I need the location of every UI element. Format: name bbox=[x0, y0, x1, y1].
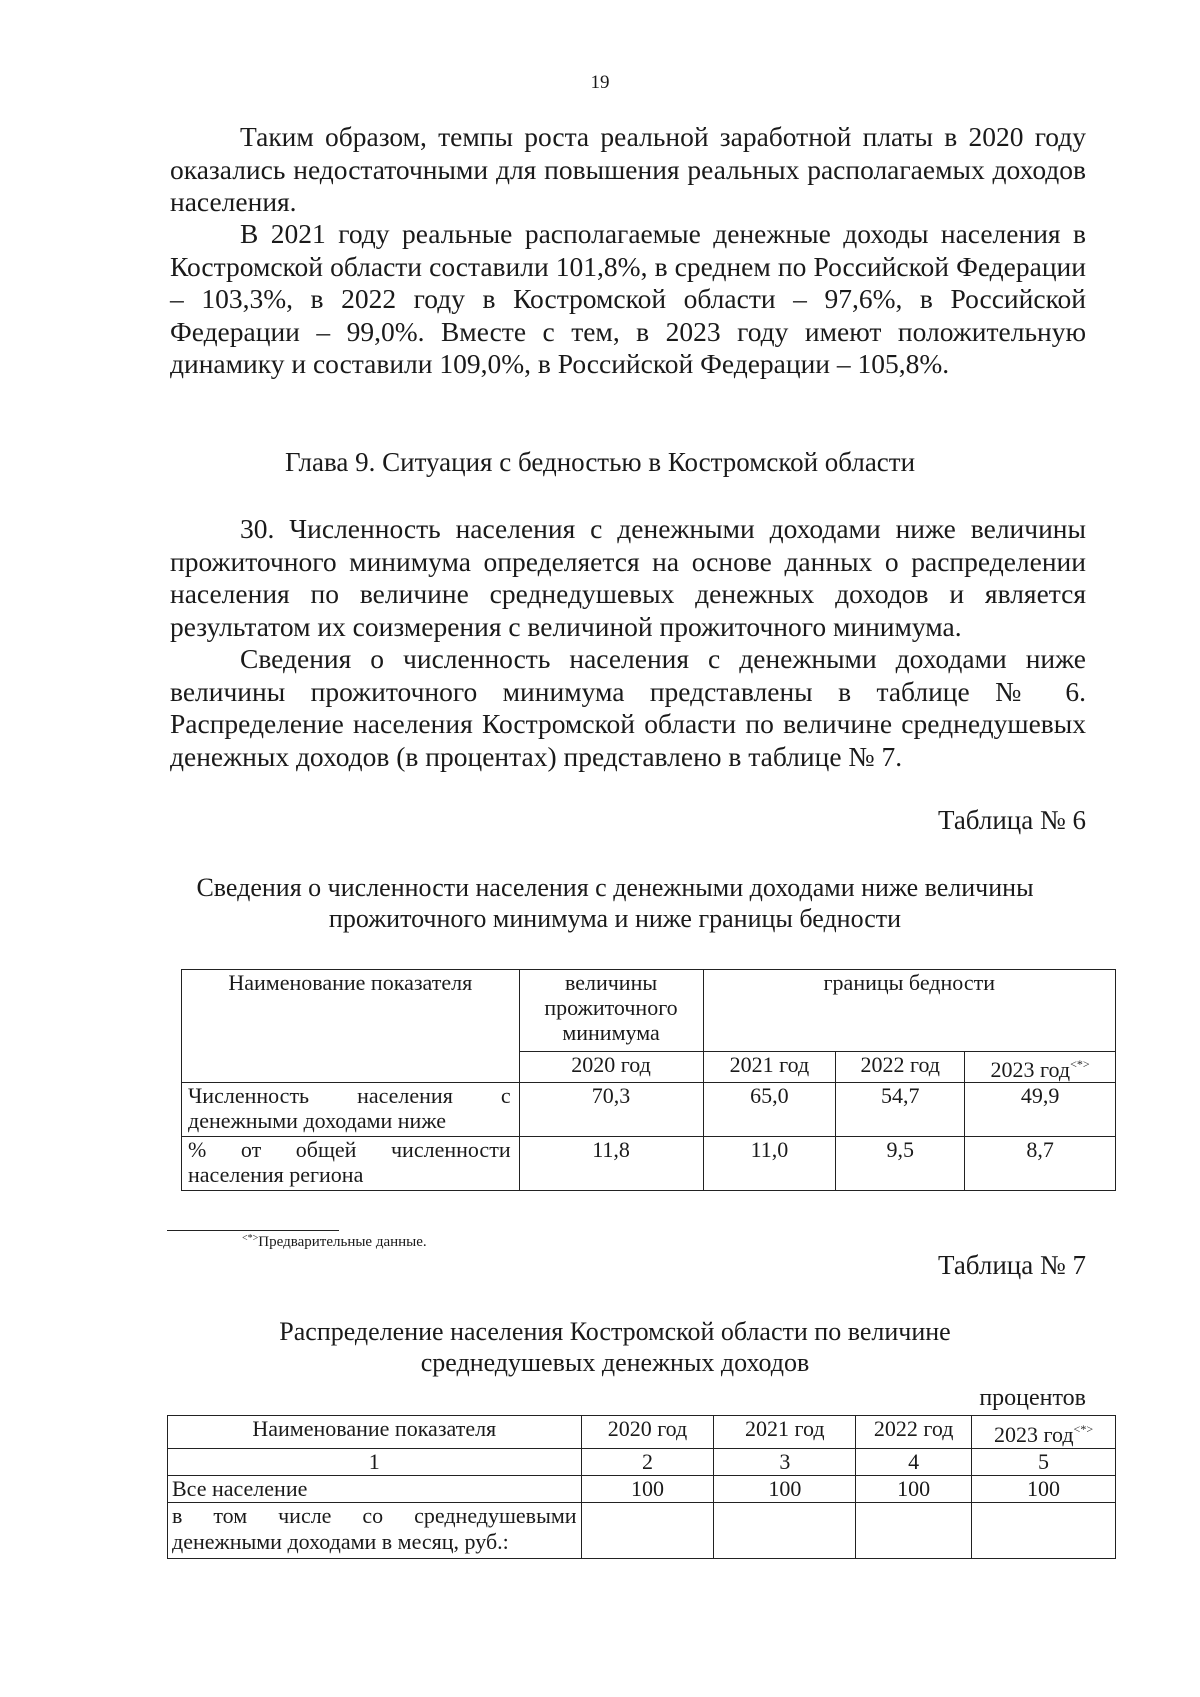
table7-row2-value-2020 bbox=[581, 1503, 714, 1559]
table7-row2-value-2023 bbox=[972, 1503, 1116, 1559]
table6-row2-label: % от общей численности населения региона bbox=[182, 1137, 520, 1191]
table7-year-2020: 2020 год bbox=[581, 1416, 714, 1449]
table7-row2-label: в том числе со среднедушевыми денежными доходами в месяц, руб.: bbox=[168, 1503, 582, 1559]
table7-title bbox=[150, 1316, 1080, 1378]
table7-year-2023 bbox=[972, 1416, 1116, 1449]
table6-year-2021: 2021 год bbox=[703, 1052, 836, 1083]
paragraph-1: Таким образом, темпы роста реальной заработной платы в 2020 году оказались недостаточными для повышения реальных располагаемых доходов населения. bbox=[170, 121, 1086, 217]
table6-label: Таблица № 6 bbox=[938, 805, 1086, 835]
table7-row1-label: Все население bbox=[168, 1476, 582, 1503]
paragraph-2: В 2021 году реальные располагаемые денежные доходы населения в Костромской области составили 101,8%, в среднем по Российской Федерации – 103,3%, в 2022 году в Костромской области – 97,6%, в Российской Федерации – 99,0%. Вместе с тем, в 2023 году имеют положительную динамику и составили 109,0%, в Российской Федерации – 105,8%. bbox=[170, 218, 1086, 379]
table6-row1-label: Численность населения с денежными доходами ниже bbox=[182, 1083, 520, 1137]
table-row bbox=[182, 1137, 1116, 1191]
table-row bbox=[168, 1476, 1116, 1503]
table7-row1-value-2023: 100 bbox=[972, 1476, 1116, 1503]
table6-year-2023-mark: <*> bbox=[1070, 1057, 1090, 1071]
table7-row1-value-2021: 100 bbox=[714, 1476, 856, 1503]
table6-year-2022: 2022 год bbox=[836, 1052, 965, 1083]
table7-title-line1: Распределение населения Костромской области по величине bbox=[279, 1317, 951, 1346]
table6-title bbox=[150, 872, 1080, 934]
table7-colnum-3: 3 bbox=[714, 1449, 856, 1476]
table6-header-name: Наименование показателя bbox=[182, 970, 520, 1083]
table6-row2-value-2023: 8,7 bbox=[965, 1137, 1116, 1191]
table7-year-2022: 2022 год bbox=[856, 1416, 972, 1449]
table7-row1-value-2020: 100 bbox=[581, 1476, 714, 1503]
table6-year-2020: 2020 год bbox=[519, 1052, 703, 1083]
table6-header-poverty: границы бедности bbox=[703, 970, 1116, 1052]
table7-row2-value-2022 bbox=[856, 1503, 972, 1559]
table6-year-2023 bbox=[965, 1052, 1116, 1083]
table7-year-2021: 2021 год bbox=[714, 1416, 856, 1449]
table6-title-line1: Сведения о численности населения с денежными доходами ниже величины bbox=[196, 873, 1034, 902]
chapter-heading: Глава 9. Ситуация с бедностью в Костромской области bbox=[284, 447, 916, 477]
table6-row2-value-2022: 9,5 bbox=[836, 1137, 965, 1191]
page-number: 19 bbox=[590, 72, 610, 93]
footnote-divider bbox=[167, 1230, 339, 1231]
table6-header-min: величины прожиточного минимума bbox=[519, 970, 703, 1052]
table6-year-2023-text: 2023 год bbox=[990, 1057, 1071, 1082]
table6-row2-value-2021: 11,0 bbox=[703, 1137, 836, 1191]
table7-title-line2: среднедушевых денежных доходов bbox=[420, 1348, 810, 1377]
table7-units: процентов bbox=[979, 1385, 1086, 1411]
table-row bbox=[182, 1083, 1116, 1137]
footnote-mark: <*> bbox=[242, 1233, 259, 1244]
table-7 bbox=[167, 1415, 1116, 1559]
table7-row1-value-2022: 100 bbox=[856, 1476, 972, 1503]
table6-title-line2: прожиточного минимума и ниже границы бедности bbox=[328, 904, 902, 933]
table7-colnum-5: 5 bbox=[972, 1449, 1116, 1476]
table7-year-2023-text: 2023 год bbox=[994, 1422, 1074, 1447]
table7-colnum-2: 2 bbox=[581, 1449, 714, 1476]
table-6 bbox=[181, 969, 1116, 1191]
table6-row1-value-2020: 70,3 bbox=[519, 1083, 703, 1137]
table7-header-name: Наименование показателя bbox=[168, 1416, 582, 1449]
table-row bbox=[168, 1503, 1116, 1559]
table7-colnum-1: 1 bbox=[168, 1449, 582, 1476]
table6-row2-value-2020: 11,8 bbox=[519, 1137, 703, 1191]
table6-row1-value-2023: 49,9 bbox=[965, 1083, 1116, 1137]
table7-colnum-4: 4 bbox=[856, 1449, 972, 1476]
footnote-text: Предварительные данные. bbox=[258, 1234, 427, 1250]
table6-row1-value-2022: 54,7 bbox=[836, 1083, 965, 1137]
paragraph-3: 30. Численность населения с денежными доходами ниже величины прожиточного минимума определяется на основе данных о распределении населения по величине среднедушевых денежных доходов и является результатом их соизмерения с величиной прожиточного минимума. bbox=[170, 513, 1086, 642]
table6-row1-value-2021: 65,0 bbox=[703, 1083, 836, 1137]
table7-year-2023-mark: <*> bbox=[1073, 1422, 1094, 1436]
paragraph-4: Сведения о численность населения с денежными доходами ниже величины прожиточного минимума представлены в таблице № 6. Распределение населения Костромской области по величине среднедушевых денежных доходов (в процентах) представлено в таблице № 7. bbox=[170, 643, 1086, 772]
footnote bbox=[242, 1233, 427, 1251]
table7-row2-value-2021 bbox=[714, 1503, 856, 1559]
table7-label: Таблица № 7 bbox=[938, 1250, 1086, 1280]
